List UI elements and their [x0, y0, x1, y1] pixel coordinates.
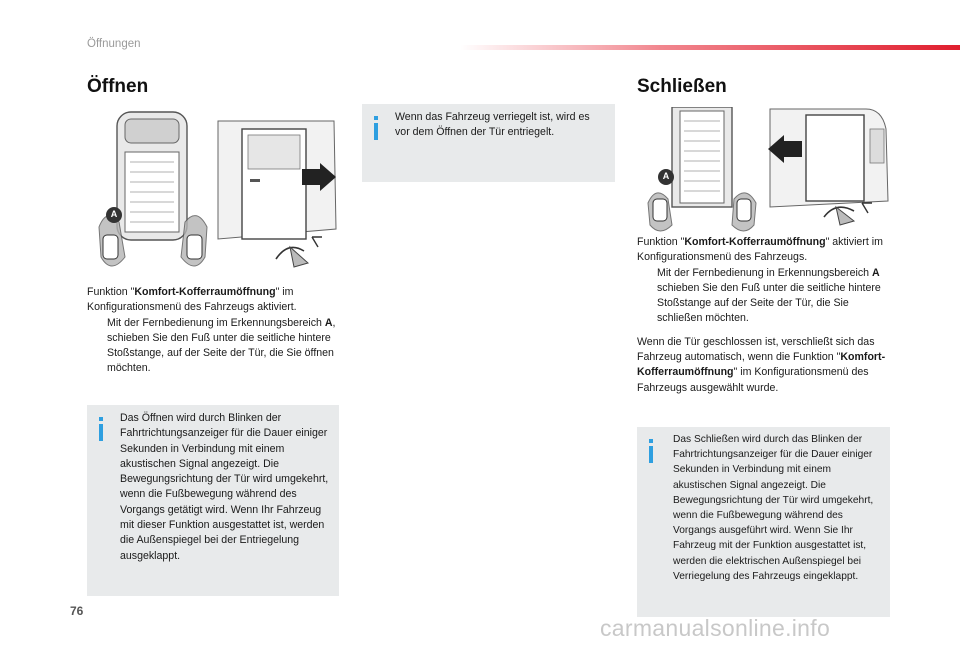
info-icon-dot [374, 116, 378, 120]
unlock-note-text: Wenn das Fahrzeug verriegelt ist, wird es vor dem Öffnen der Tür entriegelt. [395, 111, 590, 139]
section-title: Öffnungen [87, 38, 141, 50]
info-icon-dot [649, 439, 653, 443]
zone-ref: A [871, 266, 880, 279]
close-instruction-bullet [637, 266, 895, 327]
open-info-note [87, 405, 339, 596]
close-bullet-text-end: schieben Sie den Fuß unter die seitliche hintere Stoßstange auf der Seite der Tür, die Sie schließen möchten. [657, 281, 881, 325]
zone-a-label-close: A [662, 171, 670, 181]
auto-lock-text-end: " im Konfigurationsmenü des Fahrzeugs ausgewählt wurde. [637, 366, 869, 394]
info-icon [649, 446, 653, 463]
close-bullet-text: Mit der Fernbedienung in Erkennungsbereich [657, 266, 872, 279]
info-icon [99, 424, 103, 441]
open-intro-text-end: " im Konfigurationsmenü des Fahrzeugs aktiviert. [87, 286, 297, 314]
unlock-info-note [362, 104, 615, 182]
open-instruction-bullet [87, 316, 342, 377]
zone-ref: A [324, 316, 333, 329]
watermark: carmanualsonline.info [600, 615, 831, 641]
function-name: Komfort-Kofferraumöffnung [134, 286, 276, 298]
heading-close: Schließen [637, 76, 727, 97]
auto-lock-paragraph [637, 335, 895, 396]
function-name: Komfort-Kofferraumöffnung [684, 236, 826, 248]
heading-open: Öffnen [87, 76, 149, 97]
open-intro-paragraph [87, 285, 342, 377]
close-intro-text-end: " aktiviert im Konfigurationsmenü des Fahrzeugs. [637, 236, 883, 264]
open-bullet-text: Mit der Fernbedienung im Erkennungsbereich [107, 316, 325, 329]
info-icon-dot [99, 417, 103, 421]
van-side-door-open-illustration [216, 119, 340, 276]
function-name: Komfort-Kofferraumöffnung [637, 351, 886, 379]
info-icon [374, 123, 378, 140]
van-top-view-illustration-close [646, 107, 758, 238]
page-number: 76 [70, 604, 84, 618]
van-side-door-close-illustration [766, 107, 890, 232]
close-info-note [637, 427, 890, 617]
open-bullet-text-end: , schieben Sie den Fuß unter die seitliche hintere Stoßstange, auf der Seite der Tür, die Sie öffnen möchten. [107, 316, 336, 375]
open-intro-text: Funktion " [87, 286, 135, 298]
close-note-text: Das Schließen wird durch das Blinken der Fahrtrichtungsanzeiger für die Dauer einiger Sekunden in Verbindung mit einem akustischen Signal angezeigt. Die Bewegungsrichtung der Tür wird umgekehrt, wenn die Fußbewegung während des Vorgangs ausgeführt wird. Wenn Sie Ihr Fahrzeug mit der Funktion ausgestattet ist, werden die elektrischen Außenspiegel bei Verriegelung des Fahrzeugs eingeklappt. [673, 434, 874, 582]
open-note-text: Das Öffnen wird durch Blinken der Fahrtrichtungsanzeiger für die Dauer einiger Sekunden in Verbindung mit einem akustischen Signal angezeigt. Die Bewegungsrichtung der Tür wird umgekehrt, wenn die Fußbewegung während des Vorgangs getätigt wird. Wenn Ihr Fahrzeug mit dieser Funktion ausgestattet ist, werden die Außenspiegel bei der Entriegelung ausgeklappt. [120, 412, 329, 562]
auto-lock-text: Wenn die Tür geschlossen ist, verschließt sich das Fahrzeug automatisch, wenn die Funktion " [637, 335, 875, 364]
close-intro-paragraph [637, 235, 895, 396]
van-top-view-illustration [97, 107, 209, 282]
zone-a-label: A [110, 209, 118, 219]
close-intro-text: Funktion " [637, 236, 685, 248]
header-accent-line [460, 45, 960, 50]
